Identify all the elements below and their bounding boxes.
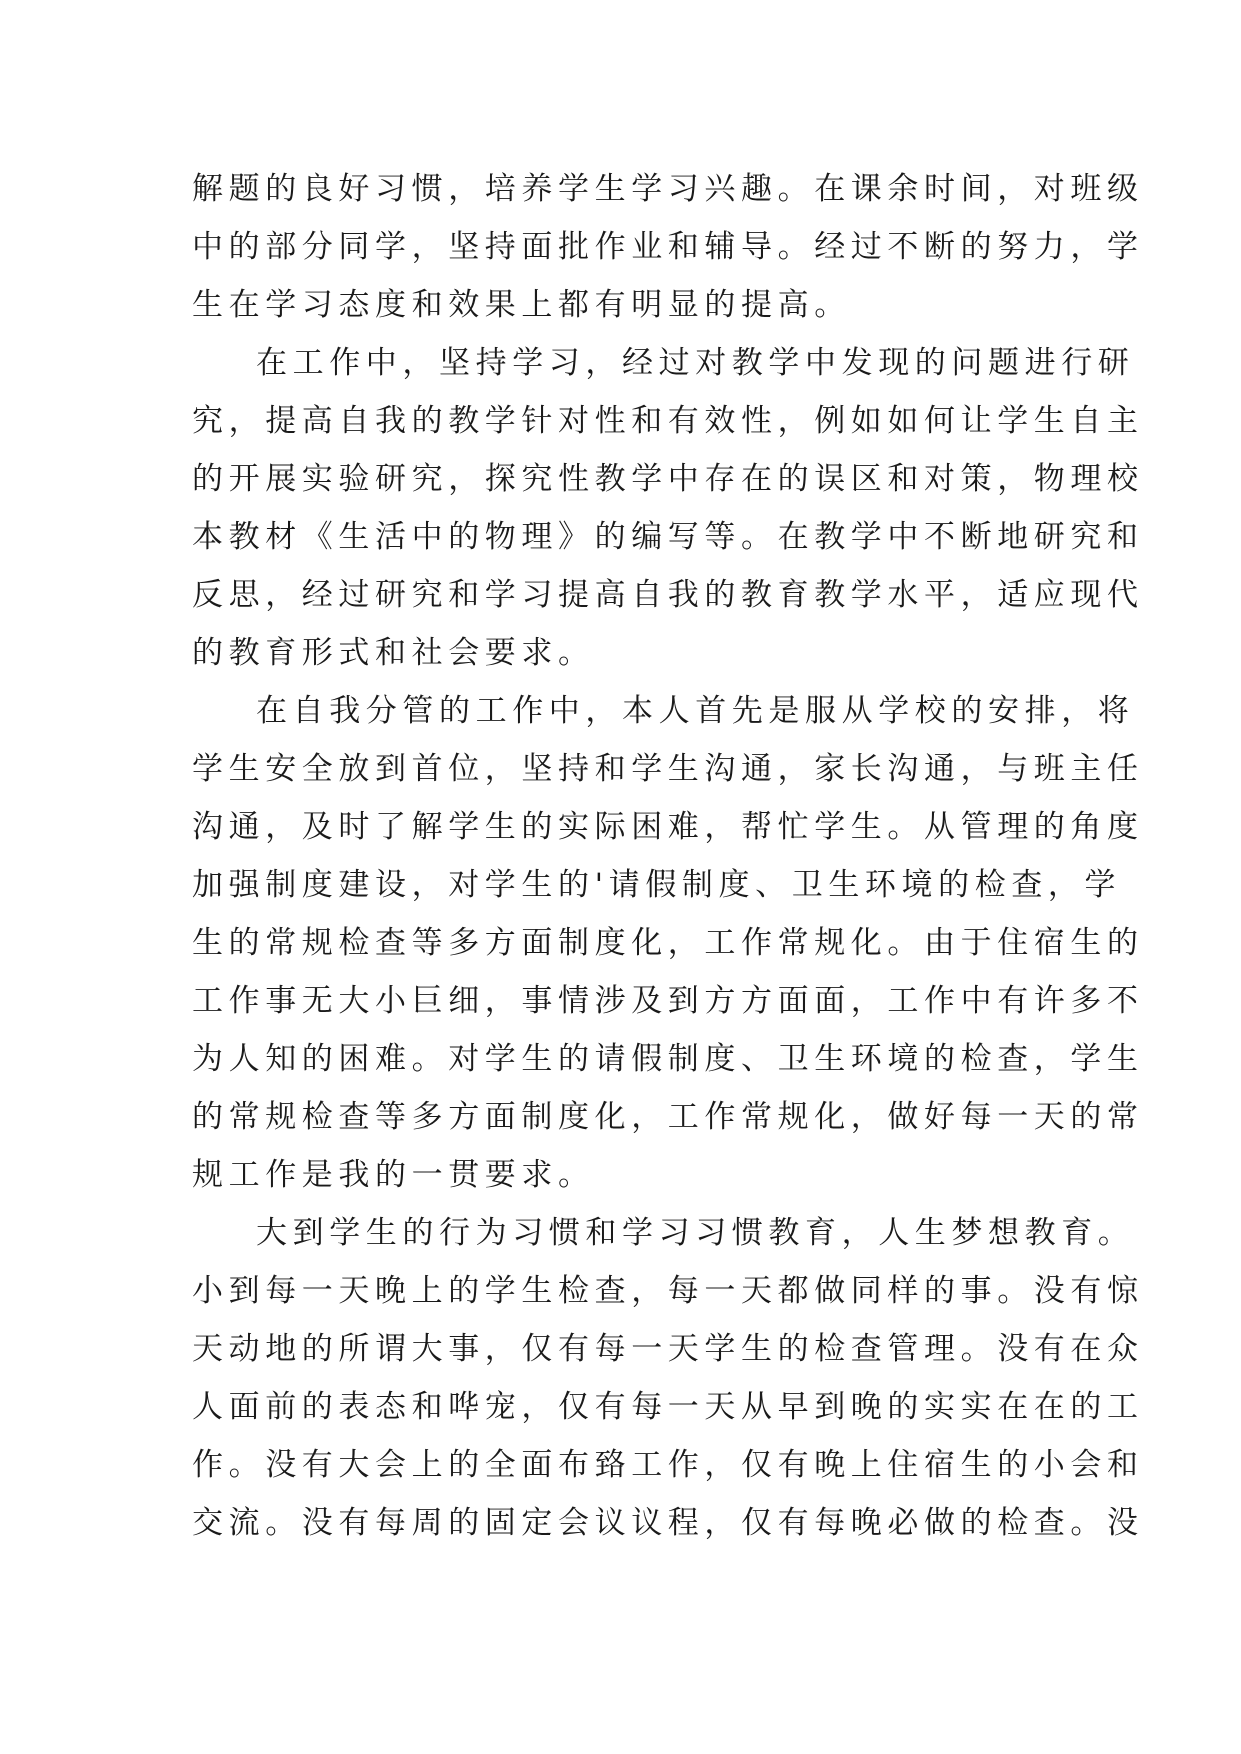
text-line: 沟通，及时了解学生的实际困难，帮忙学生。从管理的角度 <box>192 809 1144 845</box>
text-line: 人面前的表态和哗宠，仅有每一天从早到晚的实实在在的工 <box>192 1389 1144 1425</box>
text-line: 生在学习态度和效果上都有明显的提高。 <box>192 287 851 323</box>
text-line: 解题的良好习惯，培养学生学习兴趣。在课余时间，对班级 <box>192 171 1144 207</box>
paragraph-start-line: 在工作中，坚持学习，经过对教学中发现的问题进行研 <box>256 345 1135 381</box>
paragraph-start-line: 大到学生的行为习惯和学习习惯教育，人生梦想教育。 <box>256 1215 1135 1251</box>
text-line: 的开展实验研究，探究性教学中存在的误区和对策，物理校 <box>192 461 1144 497</box>
text-line: 为人知的困难。对学生的请假制度、卫生环境的检查，学生 <box>192 1041 1144 1077</box>
text-line: 作。没有大会上的全面布臵工作，仅有晚上住宿生的小会和 <box>192 1447 1144 1483</box>
text-line: 本教材《生活中的物理》的编写等。在教学中不断地研究和 <box>192 519 1144 555</box>
text-line: 生的常规检查等多方面制度化，工作常规化。由于住宿生的 <box>192 925 1144 961</box>
text-line: 反思，经过研究和学习提高自我的教育教学水平，适应现代 <box>192 577 1144 613</box>
text-line: 中的部分同学，坚持面批作业和辅导。经过不断的努力，学 <box>192 229 1144 265</box>
text-line: 的教育形式和社会要求。 <box>192 635 595 671</box>
text-line: 加强制度建设，对学生的'请假制度、卫生环境的检查，学 <box>192 867 1122 903</box>
text-line: 学生安全放到首位，坚持和学生沟通，家长沟通，与班主任 <box>192 751 1144 787</box>
text-line: 小到每一天晚上的学生检查，每一天都做同样的事。没有惊 <box>192 1273 1144 1309</box>
body-text <box>192 160 1144 1552</box>
text-line: 天动地的所谓大事，仅有每一天学生的检查管理。没有在众 <box>192 1331 1144 1367</box>
paragraph-start-line: 在自我分管的工作中，本人首先是服从学校的安排，将 <box>256 693 1135 729</box>
text-line: 工作事无大小巨细，事情涉及到方方面面，工作中有许多不 <box>192 983 1144 1019</box>
text-line: 交流。没有每周的固定会议议程，仅有每晚必做的检查。没 <box>192 1505 1144 1541</box>
text-line: 的常规检查等多方面制度化，工作常规化，做好每一天的常 <box>192 1099 1144 1135</box>
text-line: 规工作是我的一贯要求。 <box>192 1157 595 1193</box>
text-line: 究，提高自我的教学针对性和有效性，例如如何让学生自主 <box>192 403 1144 439</box>
